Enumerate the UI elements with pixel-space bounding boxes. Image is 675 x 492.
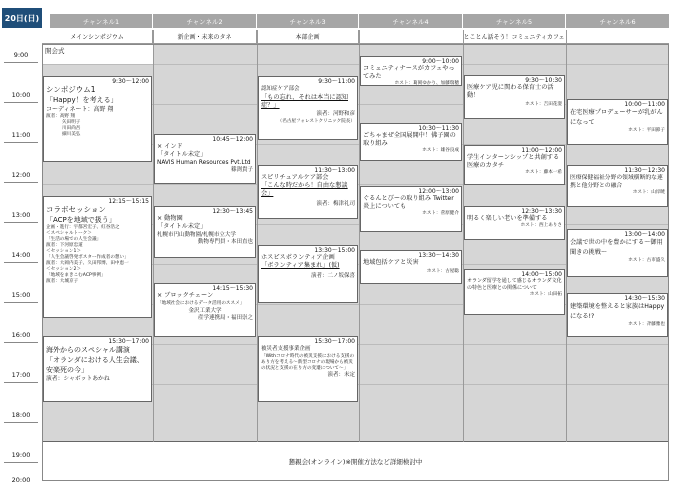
event-opening[interactable] — [43, 45, 152, 63]
time-label: 20:00 — [11, 476, 31, 484]
event-host: ホスト：平田節子 — [628, 128, 665, 133]
event-speakers: 演者：梅津礼司 — [316, 201, 355, 207]
event-title: 開会式 — [45, 47, 65, 55]
event-host: ホスト：雄谷良成 — [422, 148, 459, 153]
event-org: （名古屋フォレストクリニック院長） — [277, 119, 355, 124]
event-hospice[interactable] — [258, 245, 358, 303]
time-label: 19:00 — [11, 451, 31, 459]
event-time: 13:30〜15:00 — [314, 247, 355, 254]
event-title: 明るく楽しい老いを準備する — [467, 215, 548, 222]
time-label: 15:00 — [11, 291, 31, 299]
event-producer[interactable] — [567, 99, 668, 145]
time-label: 16:00 — [11, 331, 31, 339]
event-title: コラボセッション — [46, 205, 106, 214]
event-time: 12:00〜13:00 — [418, 188, 459, 195]
event-subtitle: 「Happy！を考える」 — [46, 96, 118, 104]
event-line: 演者：大岡内美子、久田邦博、田中恵一 — [46, 261, 129, 266]
event-host: ホスト：斉藤雅也 — [628, 322, 665, 327]
event-title: 被災者支援事業企画 — [261, 346, 311, 352]
event-dementia[interactable] — [258, 76, 358, 140]
event-subtitle: 「タイトル未定」 — [157, 151, 207, 158]
event-netherlands[interactable] — [464, 269, 565, 315]
event-aging[interactable] — [464, 206, 565, 240]
time-label: 14:00 — [11, 251, 31, 259]
event-title: 海外からのスペシャル講演 — [46, 346, 130, 354]
event-time: 12:15〜15:15 — [108, 198, 149, 205]
event-time: 11:30〜12:30 — [624, 167, 665, 174]
time-label: 10:00 — [11, 91, 31, 99]
event-internship[interactable] — [464, 145, 565, 185]
event-title: × インド — [157, 143, 183, 150]
event-host: ホスト：古市盛久 — [628, 258, 665, 263]
event-time: 14:15〜15:30 — [212, 285, 253, 292]
channel-4-header: チャンネル4 — [359, 14, 463, 28]
event-line: 演者：大城京子 — [46, 279, 79, 284]
event-time: 9:30〜12:00 — [112, 78, 149, 85]
channel-6-header: チャンネル6 — [566, 14, 669, 28]
event-title: シンポジウム1 — [46, 85, 96, 94]
event-title: ぐるんとびーの取り組み Twitter炎上についても — [363, 195, 454, 210]
event-subtitle: 「ボランティア集まれ」(仮) — [261, 262, 340, 269]
event-host: ホスト：吉田花澄 — [525, 102, 562, 107]
event-title: コミュニティナースがカフェやってみた — [363, 65, 455, 80]
event-title: 在宅医療プロデューサーが乳がんになって — [570, 109, 663, 126]
event-online-party[interactable] — [43, 442, 668, 480]
event-org: NAVIS Human Resources Pvt.Ltd — [157, 160, 251, 166]
time-label: 17:00 — [11, 371, 31, 379]
event-speakers: 演者：高野 翔 — [46, 114, 76, 119]
event-line: 「人生会議啓発ポスター作成者の想い」 — [46, 255, 129, 260]
event-title: スピリチュアルケア部会 — [261, 174, 329, 181]
event-time: 15:30〜17:00 — [314, 338, 355, 345]
event-meeting[interactable] — [567, 229, 668, 277]
event-line: ＜スペシャルトーク＞ — [46, 231, 92, 236]
event-time: 10:30〜11:30 — [418, 125, 459, 132]
event-line: 「生活の場での人生会議」 — [46, 237, 102, 242]
event-title: 建築環境を整えると家族はHappyになる!? — [570, 303, 665, 320]
event-spiritual[interactable] — [258, 165, 358, 219]
event-time: 15:30〜17:00 — [108, 338, 149, 345]
event-host: ホスト：古屋聡 — [426, 269, 459, 274]
event-subtitle: 「タイトル未定」 — [157, 223, 207, 230]
event-collab-session[interactable] — [43, 196, 152, 318]
event-person: 篠渕貴子 — [230, 167, 253, 173]
event-title: ホスピスボランティア企画 — [261, 254, 335, 261]
event-title: 医療ケア児に関わる保育士の活動！ — [467, 84, 554, 99]
event-host: ホスト：菅原健介 — [422, 211, 459, 216]
event-time: 9:30〜11:00 — [318, 78, 355, 85]
event-title: オランダ留学を通して感じるオランダ文化の特色と医療との関係について — [467, 278, 562, 291]
event-gurun[interactable] — [360, 186, 462, 232]
event-speakers: 演者：シャボットあかね — [46, 376, 110, 382]
event-india[interactable] — [154, 134, 256, 184]
event-person: 動物専門員・本田直也 — [197, 239, 253, 245]
event-subtitle: 「もの忘れ、それは本当に認知症？」 — [261, 94, 348, 109]
event-speakers: 演者：二ノ坂保喜 — [310, 273, 355, 279]
event-time: 11:00〜12:00 — [521, 147, 562, 154]
event-subtitle: 「ACPを地域で扱う」 — [46, 216, 116, 224]
event-subtitle: 「こんな時だから！自由な懇談会」 — [261, 182, 348, 197]
event-time: 13:00〜14:00 — [624, 231, 665, 238]
event-title: × 動物園 — [157, 215, 183, 222]
time-label: 13:00 — [11, 211, 31, 219]
event-speaker: 川田尚吾 — [62, 126, 81, 131]
event-time: 14:00〜15:00 — [521, 271, 562, 278]
event-title: 懇親会(オンライン)※開催方法など詳細検討中 — [288, 457, 423, 466]
event-time: 12:30〜13:45 — [212, 208, 253, 215]
event-line: ＜セッション1＞ — [46, 249, 81, 254]
event-speaker: 矢田明子 — [62, 120, 81, 125]
event-regional-care[interactable] — [360, 250, 462, 284]
theme-new-project: 新企画・未来のタネ — [153, 30, 257, 44]
event-speakers: 演者：未定 — [327, 372, 355, 378]
event-coordinator: コーディネート：高野 翔 — [46, 106, 114, 113]
channel-5-header: チャンネル5 — [463, 14, 566, 28]
event-host: ホスト：葛岡ゆかり、加藤瑞穂 — [394, 81, 459, 86]
event-community-nurse[interactable] — [360, 56, 462, 86]
event-title: 会議で世の中を豊かにする〜御用聞きの挑戦〜 — [570, 239, 663, 256]
event-subtitle: 「オランダにおける人生会議、安楽死の今」 — [46, 356, 144, 374]
event-symposium-1[interactable] — [43, 76, 152, 162]
time-label: 11:00 — [11, 131, 31, 139]
event-title: ごちゃまぜ全国展開中！佛子園の取り組み — [363, 132, 456, 147]
event-host: ホスト：西上ありさ — [520, 223, 562, 228]
theme-community-cafe: とことん話そう！コミュニティカフェ — [359, 30, 669, 44]
event-disaster-support[interactable] — [258, 336, 358, 402]
event-time: 14:30〜15:30 — [624, 295, 665, 302]
event-time: 10:00〜11:00 — [624, 101, 665, 108]
channel-2-header: チャンネル2 — [153, 14, 257, 28]
event-time: 11:30〜13:00 — [314, 167, 355, 174]
event-person: 産学連携局・福田崇之 — [197, 315, 253, 321]
event-title: 医療保健福祉分野の領域横断的な連携と他分野との融合 — [570, 175, 663, 189]
event-zoo[interactable] — [154, 206, 256, 258]
theme-main-symposium: メインシンポジウム — [42, 30, 153, 44]
event-time: 9:00〜10:00 — [422, 58, 459, 65]
event-line: 「地域をまきこむACP事例」 — [46, 273, 106, 278]
time-label: 18:00 — [11, 411, 31, 419]
time-label: 9:00 — [13, 51, 29, 59]
event-org: 札幌市円山動物園/札幌市立大学 — [157, 232, 236, 238]
event-architecture[interactable] — [567, 293, 668, 337]
event-health-welfare[interactable] — [567, 165, 668, 207]
event-time: 13:30〜14:30 — [418, 252, 459, 259]
time-label: 12:00 — [11, 171, 31, 179]
channel-3-header: チャンネル3 — [257, 14, 359, 28]
event-time: 9:30〜10:30 — [525, 77, 562, 84]
event-time: 10:45〜12:00 — [212, 136, 253, 143]
event-line: 企画・進行：宇都宮宏子、紅谷浩之 — [46, 225, 120, 230]
event-bussien[interactable] — [360, 123, 462, 161]
event-org: 金沢工業大学 — [188, 308, 222, 314]
event-title: 地域包括ケアと災害 — [363, 259, 419, 266]
event-speaker: 細川美弘 — [62, 132, 81, 137]
theme-hq-project: 本部企画 — [257, 30, 359, 44]
event-line: ＜セッション2＞ — [46, 267, 81, 272]
event-subtitle: 「Withコロナ時代の被災支援における支援のあり方を考える〜新型コロナの現場から被災の状況と支援の在り方の変遷について〜」 — [261, 354, 355, 371]
event-special-lecture[interactable] — [43, 336, 152, 402]
event-host: ホスト：山田拓 — [529, 292, 562, 297]
event-speakers: 演者：河野和彦 — [316, 111, 355, 117]
event-blockchain[interactable] — [154, 283, 256, 337]
date-tab: 20日(日) — [2, 8, 42, 28]
channel-1-header: チャンネル1 — [50, 14, 153, 28]
event-host: ホスト：山岸暁 — [632, 190, 665, 195]
event-childcare[interactable] — [464, 75, 565, 119]
event-title: 認知症ケア部会 — [261, 86, 300, 92]
event-subtitle: 「地域社会におけるデータ活用のススメ」 — [157, 301, 245, 306]
event-title: × ブロックチェーン — [157, 292, 214, 299]
event-time: 12:30〜13:30 — [521, 208, 562, 215]
event-title: 学生インターンシップと共創する医療のカタチ — [467, 154, 560, 169]
event-host: ホスト：藤本一希 — [525, 170, 562, 175]
event-line: 演者：下河原忠道 — [46, 243, 83, 248]
